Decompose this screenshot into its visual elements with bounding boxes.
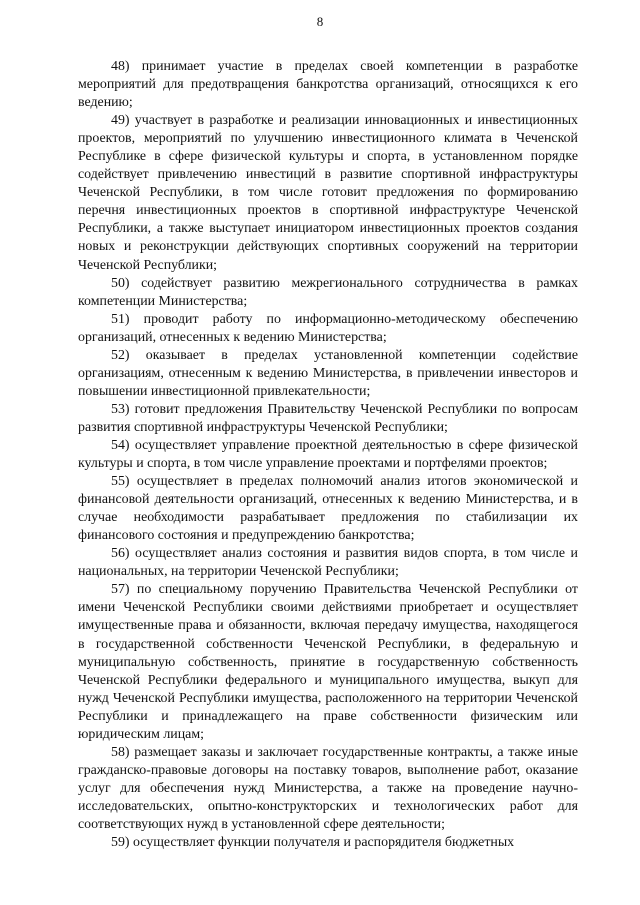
list-item-52: 52) оказывает в пределах установленной компетенции содействие организациям, отнесенным к ведению Министерства, в привлечении инвесторов и повышении инвестиционной привлекательности; <box>78 347 578 399</box>
list-item-50: 50) содействует развитию межрегионального сотрудничества в рамках компетенции Министерства; <box>78 275 578 309</box>
list-item-49: 49) участвует в разработке и реализации инновационных и инвестиционных проектов, мероприятий по улучшению инвестиционного климата в Чеченской Республике в сфере физической культуры и спорта, в установленном порядке содействует привлечению инвестиций в развитие спортивной инфраструктуры Чеченской Республики, в том числе готовит предложения по формированию перечня инвестиционных проектов в спортивной инфраструктуре Чеченской Республики, а также выступает инициатором инвестиционных проектов создания новых и реконструкции действующих спортивных сооружений на территории Чеченской Республики; <box>78 113 578 273</box>
list-item-55: 55) осуществляет в пределах полномочий анализ итогов экономической и финансовой деятельности организаций, отнесенных к ведению Министерства, и в случае необходимости разрабатывает предложения по стабилизации их финансового состояния и предупреждению банкротства; <box>78 474 578 544</box>
list-item-56: 56) осуществляет анализ состояния и развития видов спорта, в том числе и национальных, на территории Чеченской Республики; <box>78 546 578 580</box>
list-item-59: 59) осуществляет функции получателя и распорядителя бюджетных <box>111 835 515 851</box>
list-item-57: 57) по специальному поручению Правительства Чеченской Республики от имени Чеченской Республики своими действиями приобретает и осуществляет имущественные права и обязанности, включая передачу имущества, находящегося в государственной собственности Чеченской Республики, в федеральную и муниципальную собственность, принятие в государственную собственность Чеченской Республики федерального и муниципального имущества, выкуп для нужд Чеченской Республики имущества, расположенного на территории Чеченской Республики и принадлежащего на праве собственности физическим или юридическим лицам; <box>78 582 578 742</box>
list-item-51: 51) проводит работу по информационно-методическому обеспечению организаций, отнесенных к ведению Министерства; <box>78 311 578 345</box>
list-item-54: 54) осуществляет управление проектной деятельностью в сфере физической культуры и спорта, в том числе управление проектами и портфелями проектов; <box>78 437 578 472</box>
document-body <box>78 58 578 852</box>
list-item-58: 58) размещает заказы и заключает государственные контракты, а также иные гражданско-правовые договоры на поставку товаров, выполнение работ, оказание услуг для обеспечения нужд Министерства, а также на проведение научно-исследовательских, опытно-конструкторских и технологических работ для соответствующих нужд в установленной сфере деятельности; <box>78 744 578 832</box>
list-item-53: 53) готовит предложения Правительству Чеченской Республики по вопросам развития спортивной инфраструктуры Чеченской Республики; <box>78 401 578 435</box>
page-number: 8 <box>316 14 324 29</box>
list-item-48: 48) принимает участие в пределах своей компетенции в разработке мероприятий для предотвращения банкротства организаций, относящихся к его ведению; <box>78 59 578 111</box>
